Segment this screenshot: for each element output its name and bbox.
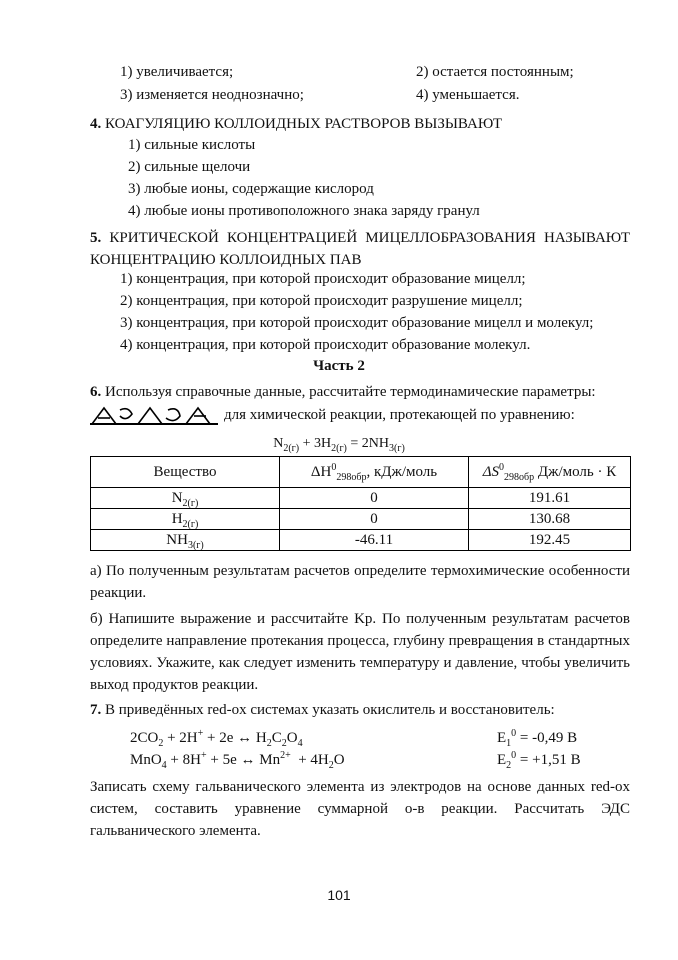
q6-equation (0, 434, 678, 454)
row-enthalpy: -46.11 (280, 530, 469, 551)
row-substance (91, 530, 280, 551)
q4-text: КОАГУЛЯЦИЮ КОЛЛОИДНЫХ РАСТВОРОВ ВЫЗЫВАЮТ (105, 116, 503, 132)
potential-2 (497, 750, 581, 770)
part-title: Часть 2 (313, 358, 365, 374)
row-enthalpy: 0 (280, 509, 469, 530)
q3-answer-2: 2) остается постоянным; (416, 64, 574, 80)
q6-part-b: б) Напишите выражение и рассчитайте Kp. По полученным результатам расчетов определите направление протекания процесса, глубину превращения в стандартных условиях. Укажите, как следует изменить температуру и давление, чтобы увеличить выход продуктов реакции. (90, 611, 630, 693)
r1-c: + 2e ↔ H (203, 730, 267, 746)
q4-option-3: 3) любые ионы, содержащие кислород (128, 181, 374, 197)
row-substance (91, 488, 280, 509)
pot2-sup: 0 (511, 750, 517, 761)
substance-index: 2(г) (182, 518, 199, 530)
thermo-table (90, 456, 631, 551)
q7-number: 7. (90, 702, 102, 718)
r1-b-sup: + (197, 728, 204, 739)
q3-answer-1: 1) увеличивается; (120, 64, 234, 80)
r2-a-sub: 4 (161, 760, 167, 771)
q5-question (90, 227, 630, 271)
dh-unit: , кДж/моль (366, 463, 438, 480)
pot2-value: = +1,51 В (516, 752, 581, 768)
dh-symbol: ΔH (310, 463, 332, 480)
pot1-e: E (497, 730, 507, 746)
q7-question (90, 700, 555, 720)
table-row (91, 530, 631, 551)
r2-d-sub: 2 (328, 760, 334, 771)
r1-e: O (286, 730, 298, 746)
ds-symbol: ΔS (482, 463, 500, 480)
r1-a-sub: 2 (158, 738, 164, 749)
r1-d-sub: 2 (281, 738, 287, 749)
q3-answer-3: 3) изменяется неоднозначно; (120, 87, 304, 103)
q5-text: КРИТИЧЕСКОЙ КОНЦЕНТРАЦИЕЙ МИЦЕЛЛОБРАЗОВАНИЯ НАЗЫВАЮТ КОНЦЕНТРАЦИЮ КОЛЛОИДНЫХ ПАВ (90, 230, 630, 268)
eq-n2: N (273, 436, 284, 451)
eq-nh3-sub: 3(г) (389, 442, 405, 454)
r1-c-sub: 2 (266, 738, 272, 749)
eq-h2: + 3H (299, 436, 332, 451)
q5-number: 5. (90, 230, 102, 246)
row-entropy: 130.68 (469, 509, 631, 530)
q7-text: В приведённых red-ox системах указать окислитель и восстановитель: (105, 702, 555, 718)
q6-text: Используя справочные данные, рассчитайте термодинамические параметры: (105, 384, 596, 400)
ds-sub: 298обр (504, 471, 535, 483)
q4-number: 4. (90, 116, 102, 132)
q6-number: 6. (90, 384, 102, 400)
q5-option-4: 4) концентрация, при которой происходит образование молекул. (120, 337, 531, 353)
pot2-sub: 2 (506, 760, 512, 771)
potential-1 (497, 728, 577, 748)
r2-b: + 8H (166, 752, 201, 768)
pot2-e: E (497, 752, 507, 768)
redox-reaction-2 (130, 750, 345, 770)
r2-a: MnO (130, 752, 162, 768)
row-entropy: 191.61 (469, 488, 631, 509)
row-substance (91, 509, 280, 530)
r2-b-sup: + (200, 750, 207, 761)
q5-option-2: 2) концентрация, при которой происходит разрушение мицелл; (120, 293, 523, 309)
substance-base: NH (166, 531, 188, 548)
q6-text-2: для химической реакции, протекающей по уравнению: (224, 407, 575, 423)
q6-question (90, 382, 596, 402)
r2-c: + 5e ↔ Mn (206, 752, 281, 768)
r1-d: C (271, 730, 282, 746)
header-substance: Вещество (91, 457, 280, 488)
r2-e: O (333, 752, 345, 768)
eq-h2-sub: 2(г) (331, 442, 347, 454)
page-number: 101 (327, 887, 351, 903)
substance-base: N (171, 489, 183, 506)
table-header-row (91, 457, 631, 488)
q4-option-2: 2) сильные щелочи (128, 159, 251, 175)
dh-sub: 298обр (336, 471, 367, 483)
q4-option-4: 4) любые ионы противоположного знака заряду гранул (128, 203, 480, 219)
q7-task: Записать схему гальванического элемента из электродов на основе данных red-ox систем, составить уравнение суммарной о-в реакции. Рассчитать ЭДС гальванического элемента. (90, 779, 630, 839)
q4-option-1: 1) сильные кислоты (128, 137, 256, 153)
ds-unit: Дж/моль · К (534, 463, 617, 480)
redox-reaction-1 (130, 728, 303, 748)
table-row (91, 488, 631, 509)
eq-n2-sub: 2(г) (283, 442, 300, 454)
substance-index: 2(г) (182, 497, 199, 509)
substance-base: H (171, 510, 183, 527)
r1-b: + 2H (163, 730, 198, 746)
r1-e-sub: 4 (297, 738, 303, 749)
garbled-formula-image (90, 404, 220, 426)
pot1-sub: 1 (506, 738, 512, 749)
row-enthalpy: 0 (280, 488, 469, 509)
r1-a: 2CO (130, 730, 159, 746)
q4-question (90, 114, 502, 134)
header-enthalpy (280, 457, 469, 488)
ds-sup: 0 (499, 461, 505, 473)
substance-index: 3(г) (187, 539, 204, 551)
eq-nh3: = 2NH (346, 436, 390, 451)
r2-d: + 4H (290, 752, 329, 768)
dh-sup: 0 (331, 461, 337, 473)
pot1-value: = -0,49 В (516, 730, 578, 746)
q6-part-a: а) По полученным результатам расчетов определите термохимические особенности реакции. (90, 563, 630, 601)
q5-option-1: 1) концентрация, при которой происходит образование мицелл; (120, 271, 526, 287)
table-row (91, 509, 631, 530)
row-entropy: 192.45 (469, 530, 631, 551)
q3-answer-4: 4) уменьшается. (416, 87, 520, 103)
r2-c-sup: 2+ (280, 750, 291, 761)
header-entropy (469, 457, 631, 488)
q5-option-3: 3) концентрация, при которой происходит образование мицелл и молекул; (120, 315, 594, 331)
pot1-sup: 0 (511, 728, 517, 739)
